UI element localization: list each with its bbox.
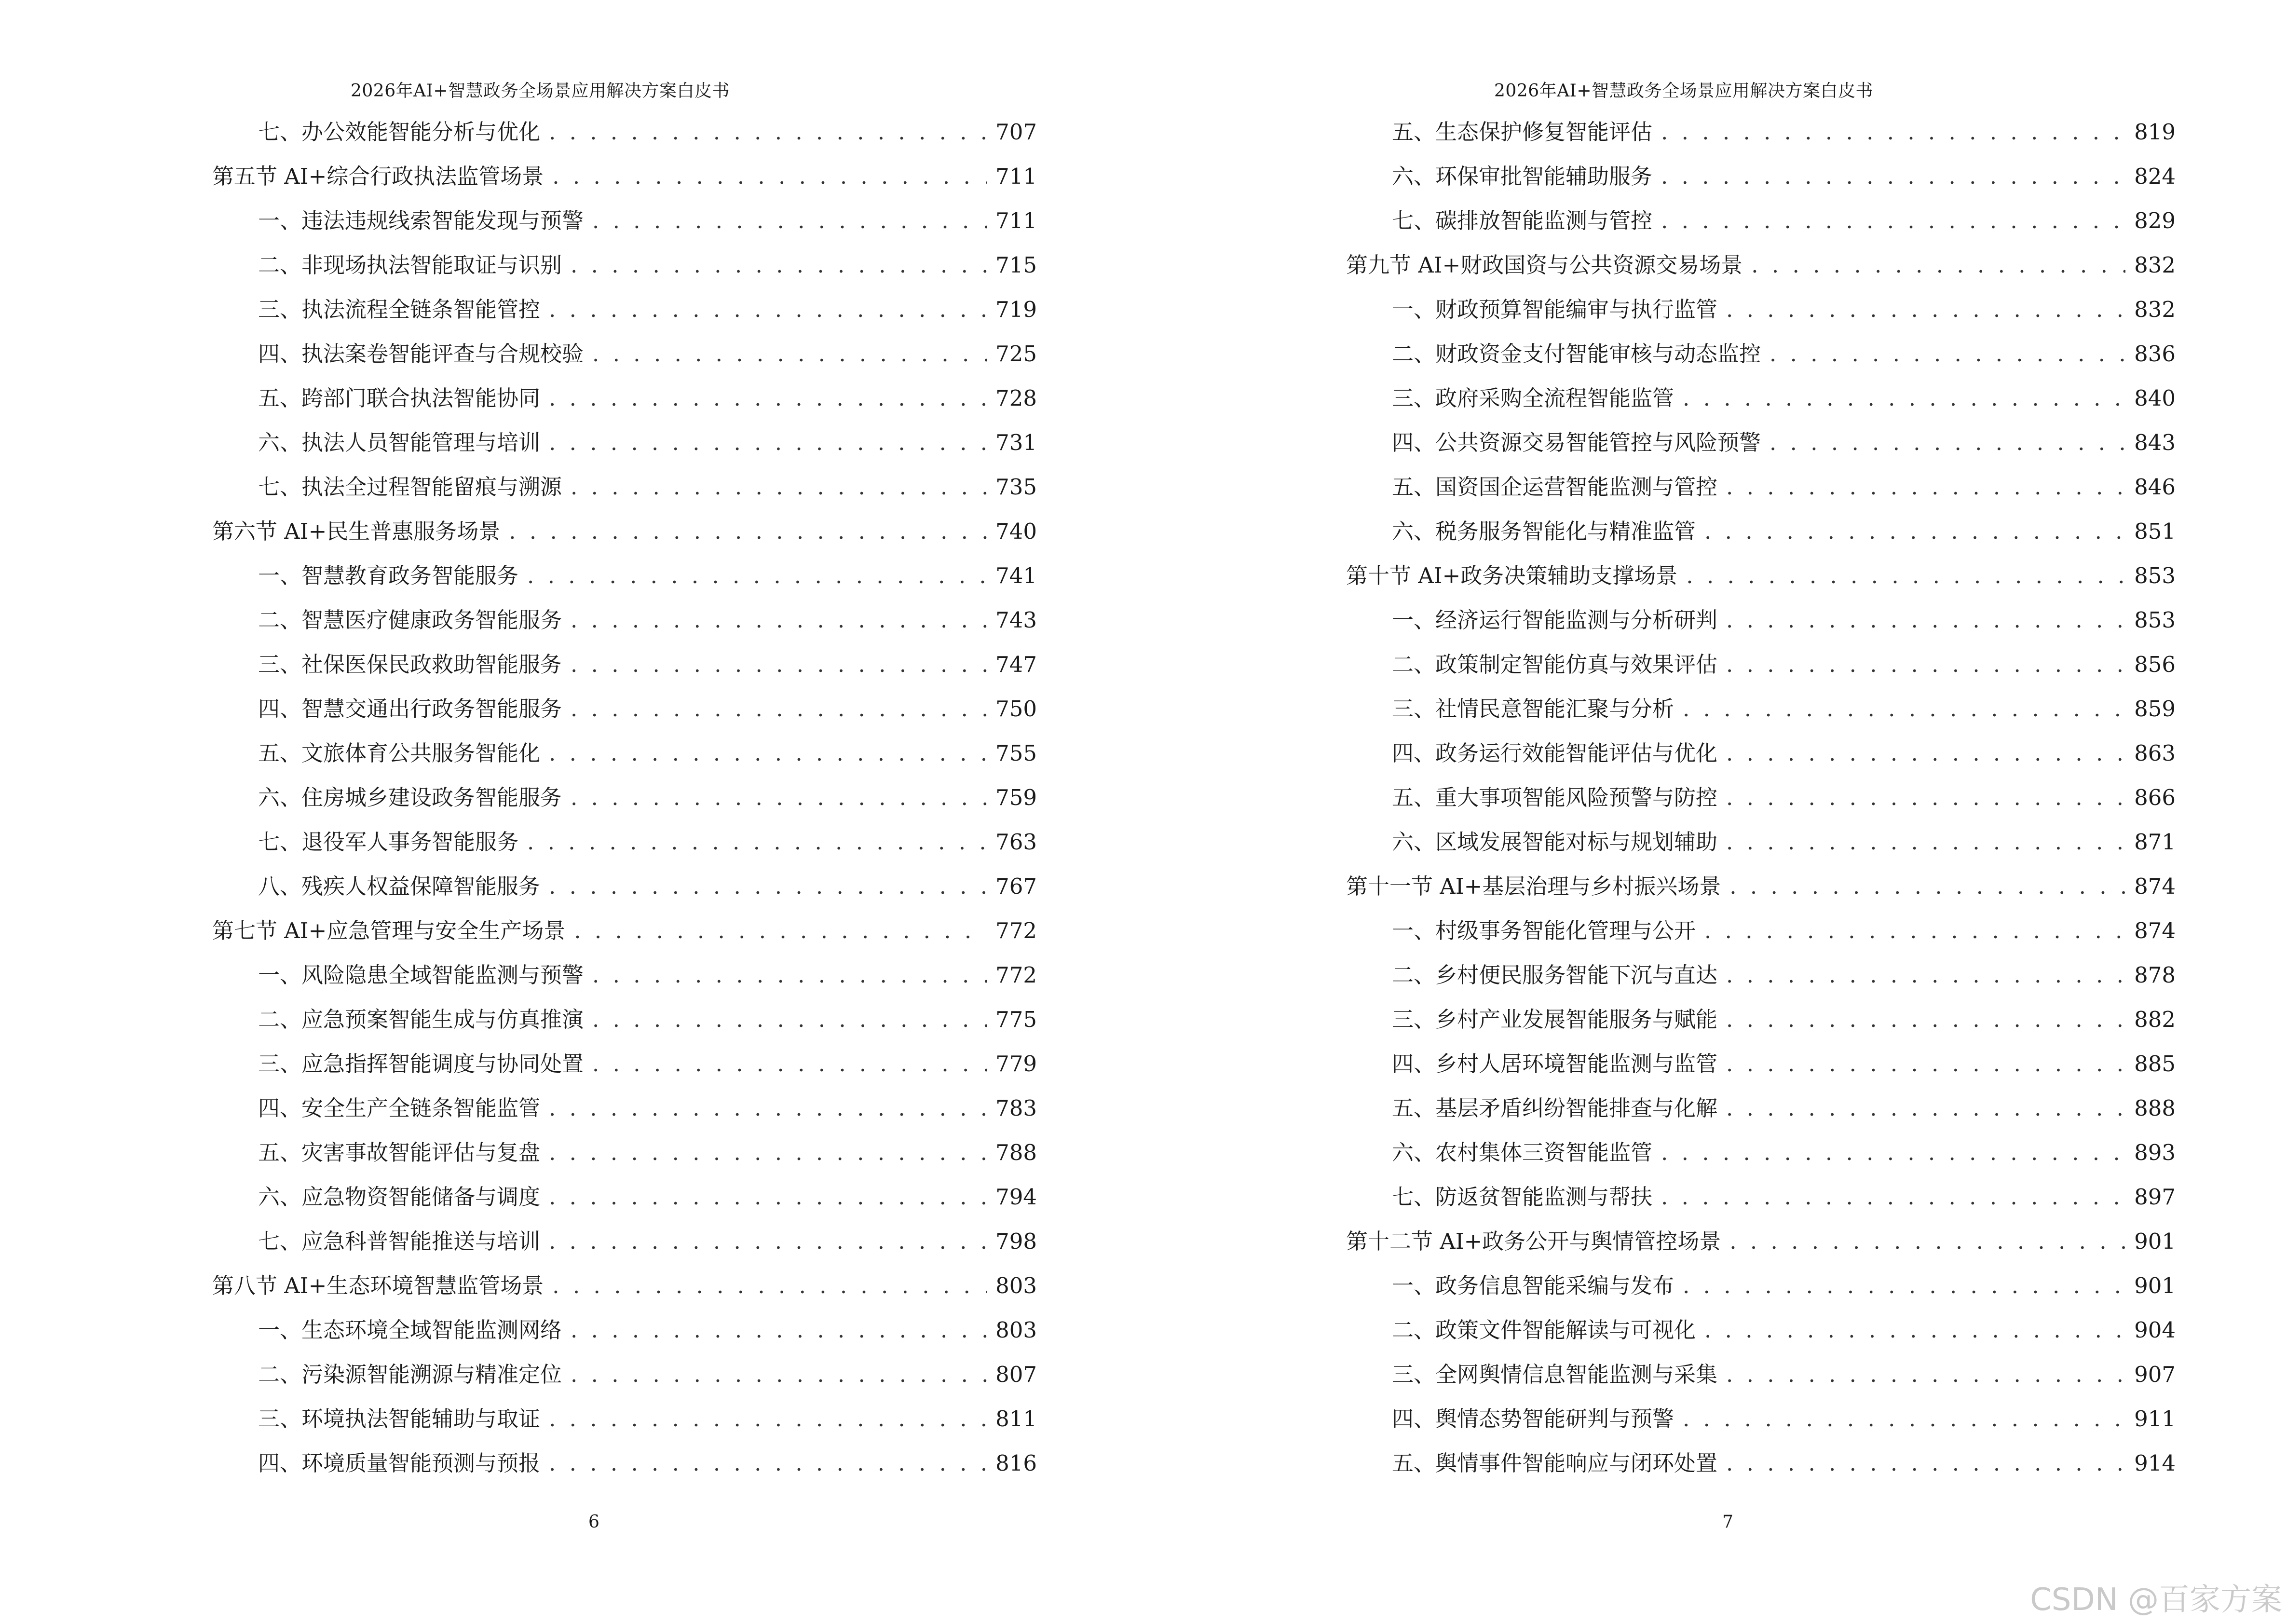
toc-entry-page-number: 853 [2134, 563, 2176, 588]
toc-item-entry[interactable] [1346, 509, 2176, 554]
toc-dot-leader [1726, 820, 2125, 864]
toc-dot-leader [1729, 1219, 2125, 1264]
toc-item-entry[interactable] [212, 1086, 1037, 1131]
toc-entry-page-number: 807 [995, 1362, 1037, 1387]
toc-entry-page-number: 866 [2134, 785, 2176, 810]
toc-dot-leader [571, 642, 987, 687]
toc-dot-leader [549, 1219, 987, 1264]
toc-item-entry[interactable] [212, 1042, 1037, 1086]
toc-entry-title: 二、财政资金支付智能审核与动态监控 [1392, 341, 1761, 367]
toc-entry-title: 四、执法案卷智能评查与合规校验 [258, 341, 584, 367]
toc-entry-page-number: 816 [995, 1450, 1037, 1476]
toc-dot-leader [549, 1441, 987, 1486]
toc-entry-page-number: 743 [995, 607, 1037, 633]
toc-dot-leader [549, 1086, 987, 1131]
toc-entry-title: 第八节 AI+生态环境智慧监管场景 [212, 1273, 544, 1298]
toc-entry-title: 一、违法违规线索智能发现与预警 [258, 208, 584, 233]
toc-item-entry[interactable] [212, 687, 1037, 731]
toc-entry-title: 二、非现场执法智能取证与识别 [258, 252, 562, 278]
toc-dot-leader [571, 1308, 987, 1352]
toc-entry-title: 四、公共资源交易智能管控与风险预警 [1392, 430, 1761, 455]
toc-dot-leader [552, 154, 987, 199]
toc-entry-page-number: 775 [995, 1007, 1037, 1032]
toc-item-entry[interactable] [212, 864, 1037, 909]
toc-dot-leader [527, 820, 987, 864]
toc-entry-title: 第十节 AI+政务决策辅助支撑场景 [1346, 563, 1678, 588]
toc-entry-title: 五、生态保护修复智能评估 [1392, 119, 1653, 145]
toc-entry-page-number: 735 [995, 474, 1037, 500]
toc-entry-page-number: 783 [995, 1095, 1037, 1121]
toc-entry-page-number: 901 [2134, 1228, 2176, 1254]
toc-entry-title: 三、社保医保民政救助智能服务 [258, 652, 562, 677]
toc-entry-title: 一、智慧教育政务智能服务 [258, 563, 519, 588]
toc-dot-leader [1751, 243, 2125, 287]
toc-dot-leader [1726, 776, 2125, 820]
toc-item-entry[interactable] [212, 332, 1037, 376]
toc-entry-page-number: 728 [995, 385, 1037, 411]
toc-item-entry[interactable] [1346, 1042, 2176, 1086]
toc-entry-title: 第十一节 AI+基层治理与乡村振兴场景 [1346, 873, 1721, 899]
toc-entry-page-number: 740 [995, 519, 1037, 544]
toc-entry-page-number: 715 [995, 252, 1037, 278]
toc-dot-leader [509, 509, 987, 554]
toc-item-entry[interactable] [1346, 465, 2176, 509]
toc-entry-title: 六、住房城乡建设政务智能服务 [258, 785, 562, 810]
toc-dot-leader [1726, 953, 2125, 997]
toc-dot-leader [1661, 110, 2125, 154]
toc-entry-title: 六、环保审批智能辅助服务 [1392, 164, 1653, 189]
toc-entry-title: 五、国资国企运营智能监测与管控 [1392, 474, 1718, 500]
toc-dot-leader [1704, 509, 2125, 554]
toc-item-entry[interactable] [212, 1441, 1037, 1486]
toc-entry-page-number: 874 [2134, 873, 2176, 899]
toc-entry-page-number: 901 [2134, 1273, 2176, 1298]
toc-dot-leader [592, 199, 987, 243]
toc-entry-title: 第九节 AI+财政国资与公共资源交易场景 [1346, 252, 1743, 278]
toc-entry-title: 四、环境质量智能预测与预报 [258, 1450, 541, 1476]
toc-entry-title: 二、政策文件智能解读与可视化 [1392, 1317, 1696, 1343]
table-of-contents [212, 110, 1037, 1486]
toc-entry-page-number: 863 [2134, 740, 2176, 766]
toc-item-entry[interactable] [1346, 953, 2176, 997]
toc-dot-leader [571, 776, 987, 820]
toc-entry-page-number: 711 [995, 164, 1037, 189]
toc-dot-leader [1729, 864, 2125, 909]
toc-item-entry[interactable] [212, 1219, 1037, 1264]
toc-dot-leader [552, 1264, 987, 1308]
toc-dot-leader [592, 1042, 987, 1086]
toc-entry-title: 三、环境执法智能辅助与取证 [258, 1406, 541, 1432]
toc-entry-title: 二、智慧医疗健康政务智能服务 [258, 607, 562, 633]
toc-item-entry[interactable] [212, 1131, 1037, 1175]
toc-dot-leader [1683, 687, 2125, 731]
toc-section-entry[interactable] [212, 909, 1037, 953]
toc-entry-page-number: 767 [995, 873, 1037, 899]
toc-item-entry[interactable] [212, 820, 1037, 864]
toc-entry-title: 四、政务运行效能智能评估与优化 [1392, 740, 1718, 766]
toc-section-entry[interactable] [212, 509, 1037, 554]
toc-entry-page-number: 750 [995, 696, 1037, 722]
toc-dot-leader [1726, 287, 2125, 332]
toc-item-entry[interactable] [212, 1352, 1037, 1397]
toc-item-entry[interactable] [1346, 598, 2176, 642]
toc-entry-page-number: 853 [2134, 607, 2176, 633]
toc-entry-page-number: 840 [2134, 385, 2176, 411]
toc-section-entry[interactable] [1346, 243, 2176, 287]
toc-entry-title: 第十二节 AI+政务公开与舆情管控场景 [1346, 1228, 1721, 1254]
toc-entry-page-number: 888 [2134, 1095, 2176, 1121]
toc-dot-leader [1726, 598, 2125, 642]
toc-entry-page-number: 811 [995, 1406, 1037, 1432]
toc-entry-page-number: 794 [995, 1184, 1037, 1210]
toc-dot-leader [1661, 1131, 2125, 1175]
toc-dot-leader [1726, 1042, 2125, 1086]
toc-item-entry[interactable] [1346, 332, 2176, 376]
toc-item-entry[interactable] [212, 598, 1037, 642]
toc-item-entry[interactable] [212, 465, 1037, 509]
toc-entry-title: 第五节 AI+综合行政执法监管场景 [212, 164, 544, 189]
toc-item-entry[interactable] [1346, 997, 2176, 1042]
toc-entry-title: 七、应急科普智能推送与培训 [258, 1228, 541, 1254]
toc-item-entry[interactable] [212, 997, 1037, 1042]
toc-item-entry[interactable] [1346, 110, 2176, 154]
toc-dot-leader [592, 953, 987, 997]
toc-entry-page-number: 829 [2134, 208, 2176, 233]
toc-dot-leader [592, 997, 987, 1042]
toc-entry-page-number: 914 [2134, 1450, 2176, 1476]
toc-dot-leader [571, 687, 987, 731]
toc-dot-leader [1683, 376, 2125, 421]
toc-entry-page-number: 747 [995, 652, 1037, 677]
toc-item-entry[interactable] [1346, 287, 2176, 332]
toc-dot-leader [1683, 1264, 2125, 1308]
toc-entry-page-number: 725 [995, 341, 1037, 367]
toc-dot-leader [549, 1131, 987, 1175]
toc-entry-page-number: 846 [2134, 474, 2176, 500]
toc-item-entry[interactable] [1346, 376, 2176, 421]
toc-item-entry[interactable] [1346, 154, 2176, 199]
toc-item-entry[interactable] [212, 110, 1037, 154]
toc-item-entry[interactable] [212, 199, 1037, 243]
toc-item-entry[interactable] [1346, 1086, 2176, 1131]
toc-entry-title: 三、政府采购全流程智能监管 [1392, 385, 1674, 411]
toc-dot-leader [1686, 554, 2125, 598]
toc-entry-title: 第六节 AI+民生普惠服务场景 [212, 519, 501, 544]
toc-entry-page-number: 824 [2134, 164, 2176, 189]
page-number: 7 [1722, 1512, 1733, 1532]
toc-entry-page-number: 759 [995, 785, 1037, 810]
toc-entry-page-number: 707 [995, 119, 1037, 145]
toc-dot-leader [571, 243, 987, 287]
toc-entry-title: 七、碳排放智能监测与管控 [1392, 208, 1653, 233]
toc-entry-title: 三、乡村产业发展智能服务与赋能 [1392, 1007, 1718, 1032]
toc-dot-leader [1661, 199, 2125, 243]
toc-dot-leader [1726, 1086, 2125, 1131]
toc-entry-title: 六、应急物资智能储备与调度 [258, 1184, 541, 1210]
toc-entry-title: 第七节 AI+应急管理与安全生产场景 [212, 918, 566, 943]
toc-dot-leader [571, 598, 987, 642]
toc-item-entry[interactable] [212, 953, 1037, 997]
toc-item-entry[interactable] [1346, 820, 2176, 864]
toc-entry-title: 七、办公效能智能分析与优化 [258, 119, 541, 145]
toc-dot-leader [1704, 1308, 2125, 1352]
toc-dot-leader [549, 1175, 987, 1219]
toc-entry-title: 三、应急指挥智能调度与协同处置 [258, 1051, 584, 1077]
toc-item-entry[interactable] [212, 243, 1037, 287]
toc-dot-leader [549, 731, 987, 776]
toc-dot-leader [549, 287, 987, 332]
toc-item-entry[interactable] [1346, 1397, 2176, 1441]
toc-entry-title: 三、全网舆情信息智能监测与采集 [1392, 1362, 1718, 1387]
toc-entry-page-number: 859 [2134, 696, 2176, 722]
toc-entry-title: 二、污染源智能溯源与精准定位 [258, 1362, 562, 1387]
page-header: 2026年AI+智慧政务全场景应用解决方案白皮书 [1494, 81, 1873, 101]
page-number: 6 [588, 1512, 599, 1532]
toc-entry-page-number: 893 [2134, 1140, 2176, 1165]
toc-item-entry[interactable] [212, 1175, 1037, 1219]
toc-section-entry[interactable] [1346, 864, 2176, 909]
toc-entry-page-number: 772 [995, 918, 1037, 943]
toc-dot-leader [549, 421, 987, 465]
toc-item-entry[interactable] [212, 776, 1037, 820]
toc-dot-leader [1726, 642, 2125, 687]
toc-dot-leader [527, 554, 987, 598]
toc-entry-title: 四、安全生产全链条智能监管 [258, 1095, 541, 1121]
toc-item-entry[interactable] [1346, 1441, 2176, 1486]
right-page [1144, 0, 2287, 1624]
toc-entry-page-number: 885 [2134, 1051, 2176, 1077]
toc-entry-page-number: 911 [2134, 1406, 2176, 1432]
toc-item-entry[interactable] [212, 731, 1037, 776]
toc-entry-title: 五、重大事项智能风险预警与防控 [1392, 785, 1718, 810]
toc-dot-leader [571, 465, 987, 509]
toc-entry-title: 六、农村集体三资智能监管 [1392, 1140, 1653, 1165]
toc-entry-page-number: 874 [2134, 918, 2176, 943]
toc-dot-leader [1661, 1175, 2125, 1219]
toc-item-entry[interactable] [212, 554, 1037, 598]
toc-dot-leader [549, 110, 987, 154]
toc-dot-leader [549, 864, 987, 909]
toc-entry-page-number: 851 [2134, 519, 2176, 544]
table-of-contents [1346, 110, 2176, 1486]
toc-item-entry[interactable] [1346, 642, 2176, 687]
toc-item-entry[interactable] [1346, 776, 2176, 820]
toc-item-entry[interactable] [212, 1397, 1037, 1441]
toc-item-entry[interactable] [212, 642, 1037, 687]
toc-entry-page-number: 788 [995, 1140, 1037, 1165]
page-header: 2026年AI+智慧政务全场景应用解决方案白皮书 [350, 81, 730, 101]
toc-entry-title: 六、执法人员智能管理与培训 [258, 430, 541, 455]
toc-entry-title: 六、税务服务智能化与精准监管 [1392, 519, 1696, 544]
toc-item-entry[interactable] [1346, 1352, 2176, 1397]
toc-entry-page-number: 904 [2134, 1317, 2176, 1343]
toc-entry-title: 四、智慧交通出行政务智能服务 [258, 696, 562, 722]
toc-entry-page-number: 803 [995, 1273, 1037, 1298]
toc-entry-page-number: 871 [2134, 829, 2176, 855]
toc-item-entry[interactable] [1346, 909, 2176, 953]
toc-entry-page-number: 755 [995, 740, 1037, 766]
toc-entry-title: 二、政策制定智能仿真与效果评估 [1392, 652, 1718, 677]
toc-entry-page-number: 798 [995, 1228, 1037, 1254]
toc-entry-title: 三、执法流程全链条智能管控 [258, 297, 541, 322]
toc-item-entry[interactable] [1346, 1175, 2176, 1219]
toc-entry-title: 一、经济运行智能监测与分析研判 [1392, 607, 1718, 633]
toc-entry-title: 五、跨部门联合执法智能协同 [258, 385, 541, 411]
toc-dot-leader [1770, 421, 2125, 465]
toc-dot-leader [549, 1397, 987, 1441]
toc-entry-page-number: 856 [2134, 652, 2176, 677]
toc-dot-leader [1770, 332, 2125, 376]
toc-entry-title: 五、灾害事故智能评估与复盘 [258, 1140, 541, 1165]
toc-entry-page-number: 832 [2134, 252, 2176, 278]
toc-entry-title: 六、区域发展智能对标与规划辅助 [1392, 829, 1718, 855]
toc-entry-title: 四、舆情态势智能研判与预警 [1392, 1406, 1674, 1432]
toc-item-entry[interactable] [1346, 1131, 2176, 1175]
toc-item-entry[interactable] [1346, 687, 2176, 731]
toc-item-entry[interactable] [212, 421, 1037, 465]
toc-dot-leader [571, 1352, 987, 1397]
toc-entry-page-number: 711 [995, 208, 1037, 233]
toc-entry-title: 一、财政预算智能编审与执行监管 [1392, 297, 1718, 322]
toc-entry-page-number: 741 [995, 563, 1037, 588]
toc-item-entry[interactable] [212, 1308, 1037, 1352]
toc-entry-title: 二、应急预案智能生成与仿真推演 [258, 1007, 584, 1032]
toc-entry-page-number: 772 [995, 962, 1037, 988]
toc-item-entry[interactable] [1346, 1308, 2176, 1352]
toc-entry-page-number: 882 [2134, 1007, 2176, 1032]
toc-item-entry[interactable] [1346, 199, 2176, 243]
toc-entry-page-number: 832 [2134, 297, 2176, 322]
toc-entry-title: 七、防返贫智能监测与帮扶 [1392, 1184, 1653, 1210]
toc-entry-title: 七、执法全过程智能留痕与溯源 [258, 474, 562, 500]
toc-section-entry[interactable] [212, 1264, 1037, 1308]
toc-entry-title: 二、乡村便民服务智能下沉与直达 [1392, 962, 1718, 988]
toc-entry-page-number: 731 [995, 430, 1037, 455]
toc-dot-leader [1726, 465, 2125, 509]
toc-entry-title: 一、生态环境全域智能监测网络 [258, 1317, 562, 1343]
toc-entry-title: 五、文旅体育公共服务智能化 [258, 740, 541, 766]
toc-entry-title: 八、残疾人权益保障智能服务 [258, 873, 541, 899]
toc-dot-leader [1661, 154, 2125, 199]
toc-section-entry[interactable] [212, 154, 1037, 199]
toc-entry-page-number: 819 [2134, 119, 2176, 145]
toc-entry-page-number: 897 [2134, 1184, 2176, 1210]
toc-entry-page-number: 719 [995, 297, 1037, 322]
toc-entry-title: 一、村级事务智能化管理与公开 [1392, 918, 1696, 943]
toc-dot-leader [1726, 731, 2125, 776]
toc-entry-page-number: 843 [2134, 430, 2176, 455]
toc-entry-title: 五、基层矛盾纠纷智能排查与化解 [1392, 1095, 1718, 1121]
toc-entry-page-number: 836 [2134, 341, 2176, 367]
toc-dot-leader [574, 909, 987, 953]
toc-item-entry[interactable] [212, 287, 1037, 332]
toc-item-entry[interactable] [1346, 1264, 2176, 1308]
toc-entry-page-number: 763 [995, 829, 1037, 855]
toc-section-entry[interactable] [1346, 554, 2176, 598]
toc-entry-page-number: 779 [995, 1051, 1037, 1077]
toc-item-entry[interactable] [1346, 421, 2176, 465]
toc-entry-title: 四、乡村人居环境智能监测与监管 [1392, 1051, 1718, 1077]
toc-item-entry[interactable] [212, 376, 1037, 421]
toc-dot-leader [1683, 1397, 2125, 1441]
toc-entry-title: 一、政务信息智能采编与发布 [1392, 1273, 1674, 1298]
toc-entry-page-number: 803 [995, 1317, 1037, 1343]
toc-entry-title: 五、舆情事件智能响应与闭环处置 [1392, 1450, 1718, 1476]
toc-dot-leader [1726, 1352, 2125, 1397]
toc-dot-leader [592, 332, 987, 376]
toc-section-entry[interactable] [1346, 1219, 2176, 1264]
watermark: CSDN @百家方案 [2030, 1582, 2282, 1618]
toc-item-entry[interactable] [1346, 731, 2176, 776]
toc-dot-leader [549, 376, 987, 421]
toc-entry-title: 七、退役军人事务智能服务 [258, 829, 519, 855]
toc-entry-title: 三、社情民意智能汇聚与分析 [1392, 696, 1674, 722]
toc-entry-title: 一、风险隐患全域智能监测与预警 [258, 962, 584, 988]
toc-entry-page-number: 907 [2134, 1362, 2176, 1387]
toc-dot-leader [1726, 1441, 2125, 1486]
toc-entry-page-number: 878 [2134, 962, 2176, 988]
toc-dot-leader [1726, 997, 2125, 1042]
toc-dot-leader [1704, 909, 2125, 953]
